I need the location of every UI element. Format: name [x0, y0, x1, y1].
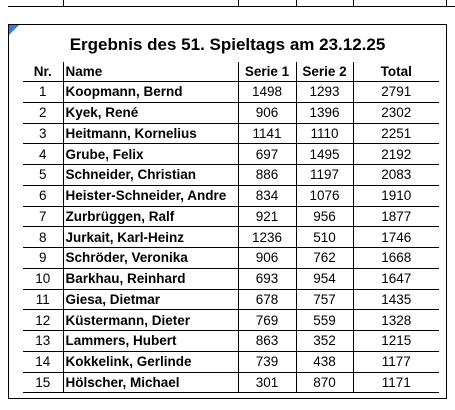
row-nr: 7	[23, 206, 63, 227]
row-nr: 1	[23, 82, 63, 103]
row-nr: 11	[23, 289, 63, 310]
table-row	[23, 248, 439, 269]
row-serie-1: 886	[238, 165, 296, 186]
row-serie-2: 1110	[296, 123, 353, 144]
row-nr: 9	[23, 248, 63, 269]
table-row	[23, 227, 439, 248]
row-serie-2: 352	[296, 331, 353, 352]
row-total: 2251	[353, 123, 439, 144]
table-row	[23, 165, 439, 186]
previous-table-edge	[0, 0, 455, 13]
column-divider	[353, 0, 354, 6]
results-table	[23, 62, 439, 393]
table-row	[23, 123, 439, 144]
row-serie-1: 301	[238, 372, 296, 393]
table-row	[23, 310, 439, 331]
row-total: 2192	[353, 144, 439, 165]
row-serie-2: 870	[296, 372, 353, 393]
row-total: 1746	[353, 227, 439, 248]
column-divider	[446, 0, 447, 6]
row-serie-1: 906	[238, 102, 296, 123]
row-nr: 12	[23, 310, 63, 331]
row-serie-2: 1076	[296, 185, 353, 206]
row-name: Jurkait, Karl-Heinz	[63, 227, 238, 248]
row-name: Koopmann, Bernd	[63, 82, 238, 103]
row-nr: 2	[23, 102, 63, 123]
row-nr: 3	[23, 123, 63, 144]
row-name: Lammers, Hubert	[63, 331, 238, 352]
table-row	[23, 351, 439, 372]
row-total: 2083	[353, 165, 439, 186]
row-name: Barkhau, Reinhard	[63, 268, 238, 289]
table-row	[23, 268, 439, 289]
row-total: 1171	[353, 372, 439, 393]
column-divider	[238, 0, 239, 6]
row-serie-1: 834	[238, 185, 296, 206]
row-serie-1: 697	[238, 144, 296, 165]
row-serie-1: 1498	[238, 82, 296, 103]
row-name: Heitmann, Kornelius	[63, 123, 238, 144]
row-total: 2791	[353, 82, 439, 103]
table-row	[23, 102, 439, 123]
table-row	[23, 289, 439, 310]
row-total: 1668	[353, 248, 439, 269]
row-name: Küstermann, Dieter	[63, 310, 238, 331]
row-serie-2: 1396	[296, 102, 353, 123]
row-serie-1: 1236	[238, 227, 296, 248]
row-name: Hölscher, Michael	[63, 372, 238, 393]
row-total: 1877	[353, 206, 439, 227]
row-name: Kyek, René	[63, 102, 238, 123]
header-name: Name	[63, 62, 238, 82]
row-serie-2: 757	[296, 289, 353, 310]
table-border-line	[8, 6, 455, 7]
column-divider	[296, 0, 297, 6]
row-total: 1177	[353, 351, 439, 372]
row-total: 2302	[353, 102, 439, 123]
table-row	[23, 144, 439, 165]
row-serie-1: 739	[238, 351, 296, 372]
row-nr: 14	[23, 351, 63, 372]
row-serie-1: 769	[238, 310, 296, 331]
results-sheet	[8, 24, 447, 399]
row-name: Giesa, Dietmar	[63, 289, 238, 310]
fold-corner-icon	[9, 25, 19, 35]
row-nr: 4	[23, 144, 63, 165]
row-nr: 6	[23, 185, 63, 206]
table-header-row	[23, 62, 439, 82]
row-total: 1910	[353, 185, 439, 206]
row-serie-2: 510	[296, 227, 353, 248]
row-nr: 5	[23, 165, 63, 186]
header-total: Total	[353, 62, 439, 82]
row-serie-2: 956	[296, 206, 353, 227]
row-serie-1: 863	[238, 331, 296, 352]
row-name: Kokkelink, Gerlinde	[63, 351, 238, 372]
row-serie-2: 762	[296, 248, 353, 269]
column-divider	[63, 0, 64, 6]
row-serie-1: 921	[238, 206, 296, 227]
row-name: Heister-Schneider, Andre	[63, 185, 238, 206]
row-serie-2: 438	[296, 351, 353, 372]
row-serie-1: 678	[238, 289, 296, 310]
row-name: Grube, Felix	[63, 144, 238, 165]
row-total: 1435	[353, 289, 439, 310]
table-row	[23, 82, 439, 103]
row-serie-2: 559	[296, 310, 353, 331]
table-row	[23, 331, 439, 352]
row-serie-2: 1495	[296, 144, 353, 165]
row-nr: 15	[23, 372, 63, 393]
row-nr: 13	[23, 331, 63, 352]
table-row	[23, 185, 439, 206]
row-nr: 10	[23, 268, 63, 289]
page-title: Ergebnis des 51. Spieltags am 23.12.25	[69, 35, 386, 54]
row-serie-1: 1141	[238, 123, 296, 144]
row-serie-1: 906	[238, 248, 296, 269]
header-nr: Nr.	[33, 64, 52, 79]
header-serie-1: Serie 1	[238, 62, 296, 82]
table-row	[23, 206, 439, 227]
row-total: 1215	[353, 331, 439, 352]
row-name: Schröder, Veronika	[63, 248, 238, 269]
row-nr: 8	[23, 227, 63, 248]
row-name: Zurbrüggen, Ralf	[63, 206, 238, 227]
row-name: Schneider, Christian	[63, 165, 238, 186]
row-total: 1328	[353, 310, 439, 331]
row-serie-2: 954	[296, 268, 353, 289]
row-serie-1: 693	[238, 268, 296, 289]
row-serie-2: 1293	[296, 82, 353, 103]
row-total: 1647	[353, 268, 439, 289]
header-serie-2: Serie 2	[296, 62, 353, 82]
row-serie-2: 1197	[296, 165, 353, 186]
table-row	[23, 372, 439, 393]
